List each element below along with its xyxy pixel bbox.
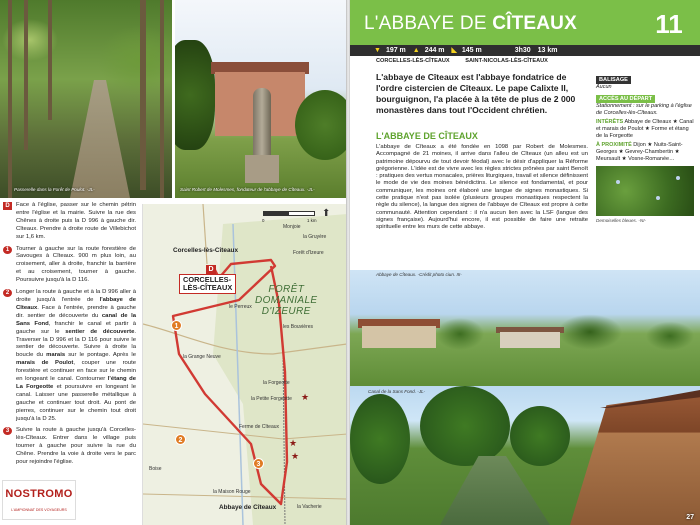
info-sidebar: [596, 74, 694, 224]
route-directions: [0, 200, 140, 471]
step-text: Face à l'église, passer sur le chemin pétrin entre l'église et la mairie. Suivre la rue des Chênes à droite puis la D 996 à gauche dir. Cîteaux. Prendre à droite route de Villebichot sur 1,6 km.: [16, 202, 136, 240]
step-text: , couper une route forestière et continuer en face sur le chemin en longeant le canal. Contourner: [16, 360, 136, 383]
step-text: sur le pontage. Après le: [65, 352, 136, 359]
direction-step: [5, 202, 136, 242]
balisage-text: Aucun: [596, 84, 612, 90]
step-text: Tourner à gauche sur la route forestière de Savouges à Cîteaux. 900 m plus loin, au croisement, aller à droite, franchir la barrière et au croisement, tourner à gauche. Poursuivre jusqu'à la D 116.: [16, 245, 136, 284]
route-number: 11: [655, 9, 683, 39]
proximite-text: Dijon ★ Nuits-Saint-Georges ★ Gevrey-Chambertin ★ Meursault ★ Vosne-Romanée…: [596, 142, 683, 162]
map-label-grange-neuve: la Grange Neuve: [183, 354, 221, 360]
route-header: [350, 0, 700, 45]
damselfly-caption: Demoiselles bleues. -NI-: [596, 218, 647, 223]
canal-photo-caption: Canal de la Sans Fond. -JL-: [368, 389, 426, 394]
step-marker: 2: [3, 289, 12, 297]
scale-start: 0: [262, 218, 265, 223]
elev-gain: 145 m: [461, 47, 482, 54]
map-label-maison-rouge: la Maison Rouge: [213, 489, 251, 495]
acces-text: Stationnement : sur le parking à l'église de Corcelles-lès-Cîteaux.: [596, 103, 692, 116]
map-forest-label: FORÊT DOMANIALE D'IZEURE: [255, 284, 318, 317]
step-marker: 3: [3, 427, 12, 435]
statue-photo-caption: Saint Robert de Molesmes, fondateur de l'abbaye de Cîteaux. -JL-: [180, 187, 315, 192]
map-label-gruyere: la Gruyère: [303, 234, 327, 240]
location-nearby: SAINT-NICOLAS-LÈS-CÎTEAUX: [465, 58, 548, 64]
map-town-corcelles: Corcelles-lès-Cîteaux: [173, 247, 238, 254]
step-marker: D: [3, 202, 12, 210]
logo-name: NOSTROMO: [5, 488, 73, 500]
map-waypoint-3: 3: [253, 458, 264, 469]
elev-min-icon: ▼: [374, 47, 381, 54]
step-highlight: l'abbaye de Cîteaux: [16, 296, 136, 311]
distance: 13 km: [537, 47, 558, 54]
map-label-forgeotte: la Forgeotte: [263, 380, 290, 386]
step-highlight: marais: [46, 352, 66, 359]
map-waypoint-1: 1: [171, 320, 182, 331]
route-map: [142, 204, 346, 525]
left-page: [0, 0, 346, 525]
publisher-logo: [2, 480, 76, 520]
direction-step: [5, 427, 136, 467]
acces-label: ACCÈS AU DÉPART: [596, 95, 655, 103]
map-label-perreux: le Perreux: [229, 304, 252, 310]
statue-photo: [175, 0, 346, 198]
map-start-callout: CORCELLES- LÈS-CÎTEAUX: [179, 274, 236, 294]
location-start: CORCELLES-LÈS-CÎTEAUX: [376, 58, 450, 64]
map-scale-bar: [263, 211, 315, 216]
right-page: [350, 0, 700, 525]
scale-end: 1 km: [307, 218, 317, 223]
abbey-photo: [350, 270, 700, 386]
duration: 3h30: [514, 47, 531, 54]
elev-max-icon: ▲: [412, 47, 420, 54]
elev-max: 244 m: [424, 47, 445, 54]
logo-subtitle: L'AMPIONNAT DES VOYAGEURS: [11, 508, 67, 512]
map-label-boise: Boise: [149, 466, 162, 472]
svg-text:★: ★: [289, 439, 298, 449]
damselfly-photo: [596, 166, 694, 216]
svg-text:★: ★: [291, 452, 300, 462]
step-text: . Traverser la D 996 et la D 116 pour suivre le sentier de découverte. Suivre à droite la boucle du: [16, 328, 136, 359]
step-marker: 1: [3, 246, 12, 254]
map-label-izeure: Forêt d'Izeure: [293, 250, 324, 256]
forest-footbridge-photo: [0, 0, 172, 198]
interets-text: Abbaye de Cîteaux ★ Canal et marais de Poulot ★ Forme et étang de la Forgeotte: [596, 119, 694, 139]
section-title: L'ABBAYE DE CÎTEAUX: [376, 131, 478, 141]
path-photo-caption: Passerelle dans la Forêt de Poulot. -JL-: [14, 187, 95, 192]
map-label-ferme-citeaux: Ferme de Cîteaux: [239, 424, 280, 430]
map-label-petite-forgeotte: la Petite Forgeotte: [251, 396, 292, 402]
interets-head: INTÉRÊTS: [596, 119, 624, 125]
map-label-bouvieres: les Bouvières: [283, 324, 314, 330]
elev-min: 197 m: [385, 47, 406, 54]
abbey-photo-caption: Abbaye de Cîteaux. -Crédit photo ciun. III-: [376, 272, 462, 277]
step-text: . Face à l'entrée, prendre à gauche dir. sentier de découverte du: [16, 304, 136, 319]
map-town-abbaye: Abbaye de Cîteaux: [219, 504, 277, 511]
page-number: 27: [686, 514, 694, 521]
step-highlight: marais de Poulot: [16, 360, 74, 367]
body-text: L'abbaye de Cîteaux a été fondée en 1098 par Robert de Molesmes. Accompagné de 21 moines, il arrive dans l'alleu de Cîteaux (un alleu est un patrimoine dépourvu de tout devoir féodal) avec le désir d'appliquer la Réforme grégorienne. L'idée est de vivre avec les règles strictes prônées par saint Benoît : pratiques des vertus monacales, prières liturgiques, travail et silence définissent le mode de vie des moines bénédictins. Le silence est fondamental, et pour communiquer, les moines ont élaboré une langue de signes monastiques. Si cette pratique n'est pas isolée (plusieurs groupes monastiques respectent la règle du silence), la langue des signes de l'abbaye de Cîteaux est propre à cette communauté. Attention cependant : il n'a aucun lien avec la LSF (langue des signes française). Aujourd'hui encore, il est possible de faire une retraite spirituelle entre les murs de cette abbaye.: [376, 144, 588, 231]
route-stats: [350, 45, 700, 56]
step-highlight: l'étang de La Forgeotte: [16, 376, 136, 390]
step-text: Suivre la route à gauche jusqu'à Corcelles-lès-Cîteaux. Entrer dans le village puis tourner à gauche pour suivre la rue du Chêne. Prendre la voie à droite vers le parc pour rejoindre l'église.: [16, 427, 136, 466]
compass-icon: ⬆: [322, 208, 331, 219]
direction-step: [5, 245, 136, 286]
step-text: Longer la route à gauche et à la D 996 aller à droite jusqu'à l'entrée de: [16, 289, 136, 303]
map-label-monjoie: Monjoie: [283, 224, 301, 230]
map-start-marker: D: [206, 265, 216, 274]
step-text: et poursuivre en longeant le canal. Laisser une passerelle métallique à gauche et continuer tout droit. Au pont de pierres, continuer sur le chemin tout droit jusqu'à la D 25.: [16, 383, 137, 422]
step-highlight: canal de la Sans Fond: [16, 312, 136, 327]
canal-photo: [350, 386, 700, 525]
elev-gain-icon: ◣: [451, 47, 457, 54]
map-label-vacherie: la Vacherie: [297, 504, 322, 510]
location-bar: [350, 56, 700, 66]
step-highlight: sentier de découverte: [65, 328, 135, 335]
balisage-label: BALISAGE: [596, 76, 631, 84]
svg-text:★: ★: [301, 393, 310, 403]
direction-step: [5, 289, 137, 423]
step-text: , franchir le canal et partir à gauche sur le: [16, 320, 136, 335]
route-title: L'ABBAYE DE CÎTEAUX: [364, 13, 577, 34]
map-waypoint-2: 2: [175, 434, 186, 445]
proximite-head: À PROXIMITÉ: [596, 142, 632, 148]
intro-text: L'abbaye de Cîteaux est l'abbaye fondatrice de l'ordre cistercien de Cîteaux. Le pape Calixte II, bourguignon, l'a placée à la tête de plus de 2 000 monastères dans tout l'Occident chrétien.: [376, 72, 576, 115]
